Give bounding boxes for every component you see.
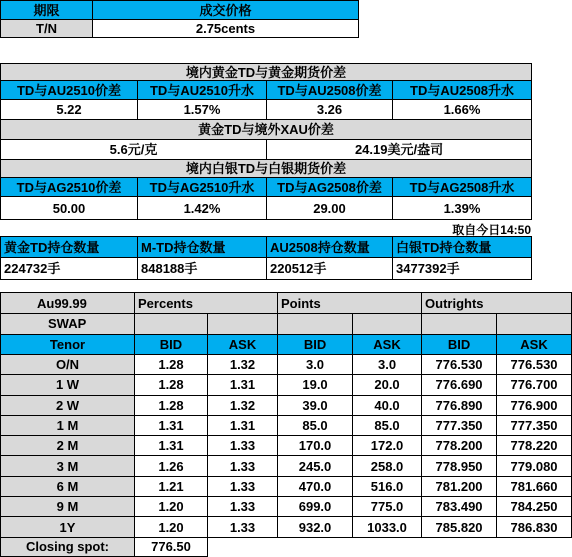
gold-spread-value: 5.22 xyxy=(1,100,138,120)
period-header: 期限 xyxy=(1,1,93,20)
percent-bid-cell: 1.28 xyxy=(135,354,208,374)
gold-spread-header: TD与AU2508升水 xyxy=(393,81,532,100)
instrument-cell: Au99.99 xyxy=(1,293,135,314)
percent-ask-cell: 1.31 xyxy=(208,375,278,395)
percent-ask-cell: 1.31 xyxy=(208,415,278,435)
tn-table xyxy=(0,0,359,38)
xau-spread-per-ounce: 24.19美元/盎司 xyxy=(267,140,532,160)
swap-label: SWAP xyxy=(1,314,135,334)
ask-header: ASK xyxy=(353,334,422,354)
term-cell: T/N xyxy=(1,20,93,38)
swap-row xyxy=(1,497,572,517)
outright-ask-cell: 776.900 xyxy=(497,395,572,415)
swap-row xyxy=(1,395,572,415)
outright-bid-cell: 783.490 xyxy=(422,497,497,517)
points-ask-cell: 85.0 xyxy=(353,415,422,435)
swap-row xyxy=(1,415,572,435)
outrights-group: Outrights xyxy=(422,293,572,314)
outright-ask-cell: 781.660 xyxy=(497,476,572,496)
points-bid-cell: 245.0 xyxy=(278,456,353,476)
outright-ask-cell: 777.350 xyxy=(497,415,572,435)
tenor-cell: 2 M xyxy=(1,436,135,456)
closing-spot-value: 776.50 xyxy=(135,537,208,556)
bid-header: BID xyxy=(422,334,497,354)
outright-ask-cell: 778.220 xyxy=(497,436,572,456)
outright-bid-cell: 785.820 xyxy=(422,517,497,537)
outright-ask-cell: 779.080 xyxy=(497,456,572,476)
position-header: 黄金TD持仓数量 xyxy=(1,237,138,258)
outright-ask-cell: 776.530 xyxy=(497,354,572,374)
swap-row xyxy=(1,436,572,456)
tenor-cell: O/N xyxy=(1,354,135,374)
percent-bid-cell: 1.31 xyxy=(135,436,208,456)
positions-table xyxy=(0,236,532,280)
position-header: 白银TD持仓数量 xyxy=(393,237,532,258)
outright-ask-cell: 784.250 xyxy=(497,497,572,517)
outright-bid-cell: 776.690 xyxy=(422,375,497,395)
swap-table xyxy=(0,292,572,557)
percent-ask-cell: 1.33 xyxy=(208,497,278,517)
points-ask-cell: 172.0 xyxy=(353,436,422,456)
swap-row xyxy=(1,476,572,496)
position-value: 224732手 xyxy=(1,258,138,280)
points-group: Points xyxy=(278,293,422,314)
points-bid-cell: 19.0 xyxy=(278,375,353,395)
percents-group: Percents xyxy=(135,293,278,314)
percent-ask-cell: 1.33 xyxy=(208,517,278,537)
points-ask-cell: 20.0 xyxy=(353,375,422,395)
points-ask-cell: 516.0 xyxy=(353,476,422,496)
ask-header: ASK xyxy=(208,334,278,354)
ask-header: ASK xyxy=(497,334,572,354)
silver-spread-value: 29.00 xyxy=(267,197,393,220)
gold-spread-header: TD与AU2508价差 xyxy=(267,81,393,100)
swap-row xyxy=(1,375,572,395)
silver-spread-title: 境内白银TD与白银期货价差 xyxy=(1,160,532,178)
swap-row xyxy=(1,456,572,476)
points-bid-cell: 3.0 xyxy=(278,354,353,374)
price-cell: 2.75cents xyxy=(93,20,359,38)
outright-bid-cell: 777.350 xyxy=(422,415,497,435)
tenor-cell: 1Y xyxy=(1,517,135,537)
xau-spread-title: 黄金TD与境外XAU价差 xyxy=(1,120,532,140)
outright-bid-cell: 778.950 xyxy=(422,456,497,476)
percent-ask-cell: 1.33 xyxy=(208,456,278,476)
bid-header: BID xyxy=(278,334,353,354)
percent-bid-cell: 1.21 xyxy=(135,476,208,496)
points-ask-cell: 3.0 xyxy=(353,354,422,374)
silver-spread-header: TD与AG2510升水 xyxy=(138,178,267,197)
outright-bid-cell: 781.200 xyxy=(422,476,497,496)
position-value: 848188手 xyxy=(138,258,267,280)
tenor-cell: 9 M xyxy=(1,497,135,517)
position-header: M-TD持仓数量 xyxy=(138,237,267,258)
closing-spot-label: Closing spot: xyxy=(1,537,135,556)
points-ask-cell: 1033.0 xyxy=(353,517,422,537)
swap-row xyxy=(1,354,572,374)
silver-spread-header: TD与AG2510价差 xyxy=(1,178,138,197)
outright-bid-cell: 776.890 xyxy=(422,395,497,415)
percent-ask-cell: 1.32 xyxy=(208,395,278,415)
position-value: 220512手 xyxy=(267,258,393,280)
points-bid-cell: 470.0 xyxy=(278,476,353,496)
percent-bid-cell: 1.31 xyxy=(135,415,208,435)
tenor-cell: 6 M xyxy=(1,476,135,496)
tenor-cell: 2 W xyxy=(1,395,135,415)
position-value: 3477392手 xyxy=(393,258,532,280)
points-ask-cell: 40.0 xyxy=(353,395,422,415)
percent-ask-cell: 1.33 xyxy=(208,436,278,456)
gold-spread-title: 境内黄金TD与黄金期货价差 xyxy=(1,64,532,81)
points-ask-cell: 775.0 xyxy=(353,497,422,517)
outright-bid-cell: 778.200 xyxy=(422,436,497,456)
percent-bid-cell: 1.20 xyxy=(135,497,208,517)
tenor-header: Tenor xyxy=(1,334,135,354)
spread-table xyxy=(0,63,532,220)
points-bid-cell: 699.0 xyxy=(278,497,353,517)
silver-spread-value: 1.39% xyxy=(393,197,532,220)
timestamp: 取自今日14:50 xyxy=(452,223,531,237)
points-bid-cell: 170.0 xyxy=(278,436,353,456)
silver-spread-value: 1.42% xyxy=(138,197,267,220)
points-bid-cell: 85.0 xyxy=(278,415,353,435)
position-header: AU2508持仓数量 xyxy=(267,237,393,258)
percent-bid-cell: 1.28 xyxy=(135,395,208,415)
percent-ask-cell: 1.32 xyxy=(208,354,278,374)
bid-header: BID xyxy=(135,334,208,354)
points-bid-cell: 39.0 xyxy=(278,395,353,415)
outright-ask-cell: 786.830 xyxy=(497,517,572,537)
tenor-cell: 1 M xyxy=(1,415,135,435)
points-ask-cell: 258.0 xyxy=(353,456,422,476)
gold-spread-value: 1.57% xyxy=(138,100,267,120)
silver-spread-header: TD与AG2508价差 xyxy=(267,178,393,197)
percent-ask-cell: 1.33 xyxy=(208,476,278,496)
gold-spread-header: TD与AU2510价差 xyxy=(1,81,138,100)
points-bid-cell: 932.0 xyxy=(278,517,353,537)
gold-spread-value: 1.66% xyxy=(393,100,532,120)
tenor-cell: 1 W xyxy=(1,375,135,395)
percent-bid-cell: 1.26 xyxy=(135,456,208,476)
percent-bid-cell: 1.20 xyxy=(135,517,208,537)
percent-bid-cell: 1.28 xyxy=(135,375,208,395)
price-header: 成交价格 xyxy=(93,1,359,20)
outright-bid-cell: 776.530 xyxy=(422,354,497,374)
silver-spread-value: 50.00 xyxy=(1,197,138,220)
tenor-cell: 3 M xyxy=(1,456,135,476)
xau-spread-per-gram: 5.6元/克 xyxy=(1,140,267,160)
silver-spread-header: TD与AG2508升水 xyxy=(393,178,532,197)
gold-spread-header: TD与AU2510升水 xyxy=(138,81,267,100)
outright-ask-cell: 776.700 xyxy=(497,375,572,395)
swap-row xyxy=(1,517,572,537)
gold-spread-value: 3.26 xyxy=(267,100,393,120)
